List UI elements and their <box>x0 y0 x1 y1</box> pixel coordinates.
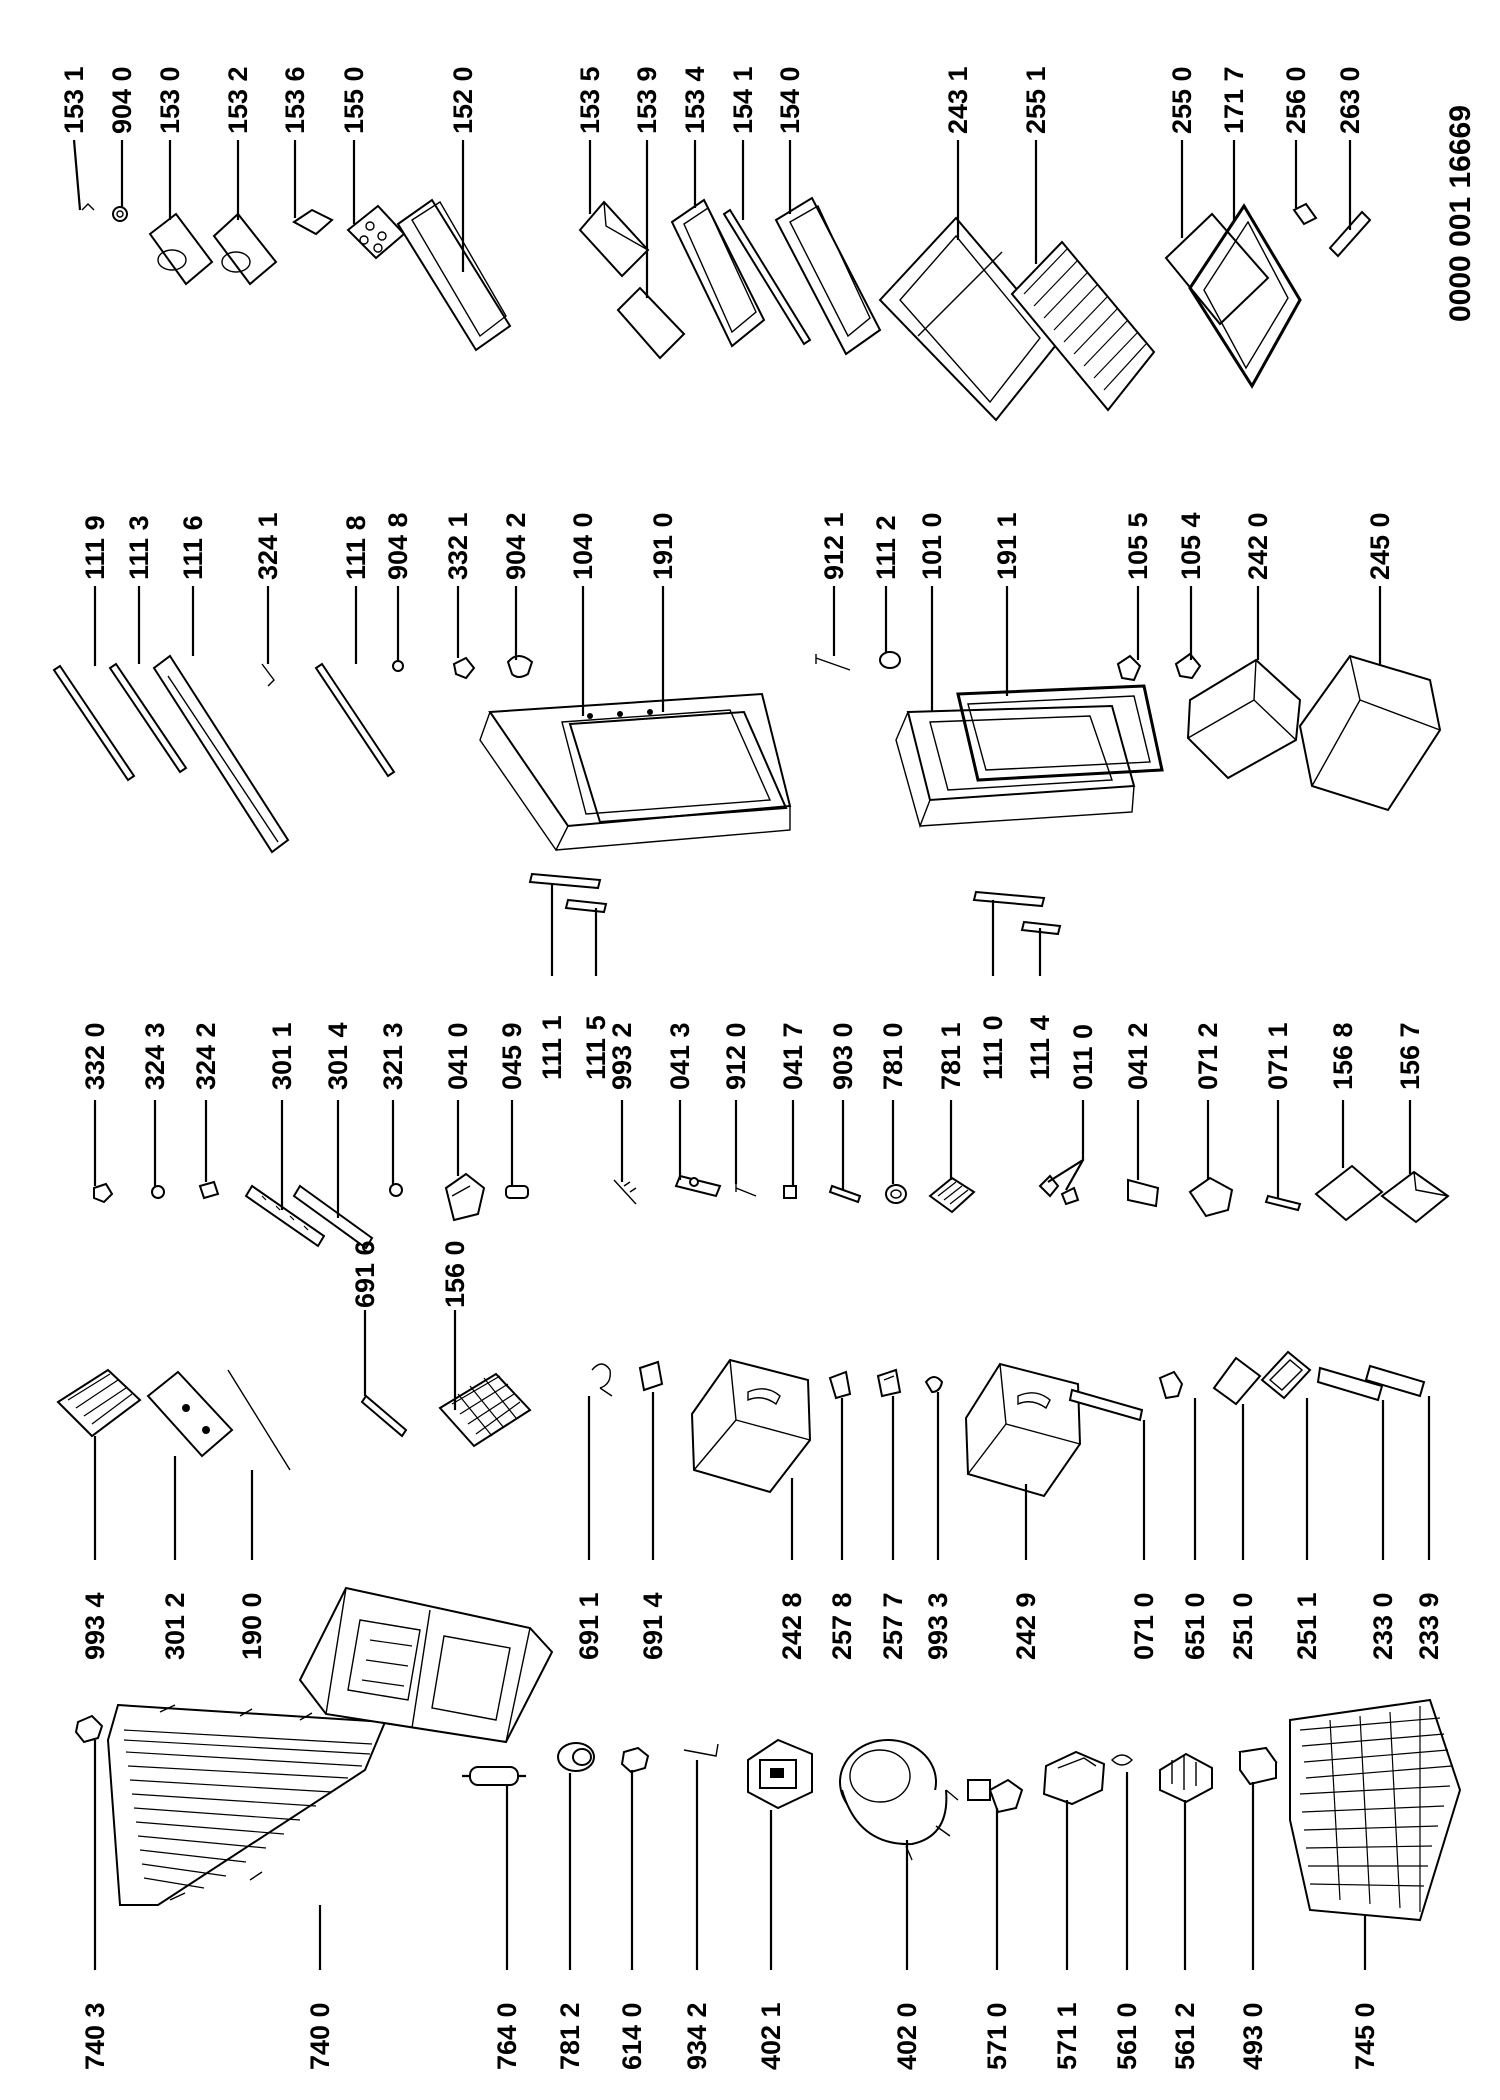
callout-071-2: 071 2 <box>1193 1022 1223 1090</box>
callout-904-2: 904 2 <box>501 512 531 580</box>
part-561-2-lamp-cover <box>1160 1754 1212 1802</box>
callout-045-9: 045 9 <box>497 1022 527 1090</box>
callout-242-9: 242 9 <box>1011 1592 1041 1660</box>
callout-191-1: 191 1 <box>992 512 1022 580</box>
callout-153-0: 153 0 <box>155 66 185 134</box>
callout-691-1: 691 1 <box>574 1592 604 1660</box>
callout-321-3: 321 3 <box>378 1022 408 1090</box>
callout-614-0: 614 0 <box>617 2002 647 2070</box>
part-740-0-condenser <box>108 1705 385 1905</box>
part-041-0-bracket <box>446 1174 484 1220</box>
callout-740-0: 740 0 <box>305 2002 335 2070</box>
callout-651-0: 651 0 <box>1180 1592 1210 1660</box>
callout-257-8: 257 8 <box>827 1592 857 1660</box>
part-571-1-housing <box>1044 1752 1104 1804</box>
callout-402-1: 402 1 <box>756 2002 786 2070</box>
part-324-3-knob <box>152 1186 164 1198</box>
callout-691-6: 691 6 <box>350 1240 380 1308</box>
callout-156-8: 156 8 <box>1328 1022 1358 1090</box>
callout-153-6: 153 6 <box>280 66 310 134</box>
callout-041-0: 041 0 <box>443 1022 473 1090</box>
part-324-1-clip <box>262 664 274 686</box>
part-301-4-panel <box>294 1186 372 1248</box>
callout-242-0: 242 0 <box>1243 512 1273 580</box>
part-104-0-door <box>480 694 790 850</box>
part-781-2-motor <box>558 1743 594 1771</box>
callout-190-0: 190 0 <box>237 1592 267 1660</box>
part-153-9-box <box>618 288 684 358</box>
part-912-0-screw <box>736 1184 756 1196</box>
part-571-0-thermostat <box>968 1780 1022 1812</box>
callout-155-0: 155 0 <box>339 66 369 134</box>
callout-152-0: 152 0 <box>448 66 478 134</box>
callout-301-4: 301 4 <box>323 1022 353 1090</box>
callout-324-2: 324 2 <box>191 1022 221 1090</box>
callout-324-1: 324 1 <box>253 512 283 580</box>
part-257-7-bracket <box>878 1370 900 1396</box>
part-256-0-clip <box>1294 204 1316 224</box>
part-156-8-tray <box>1316 1166 1382 1220</box>
callout-111-4: 111 4 <box>1025 1015 1055 1080</box>
part-155-0-egg-tray <box>348 206 404 258</box>
part-781-1-cover <box>930 1178 974 1212</box>
callout-912-0: 912 0 <box>721 1022 751 1090</box>
callout-493-0: 493 0 <box>1238 2002 1268 2070</box>
callout-301-1: 301 1 <box>267 1022 297 1090</box>
callout-153-9: 153 9 <box>632 66 662 134</box>
callout-111-6: 111 6 <box>178 515 208 580</box>
part-041-3-hinge <box>676 1176 720 1196</box>
callout-740-3: 740 3 <box>80 2002 110 2070</box>
part-045-9-pin <box>506 1186 528 1198</box>
callout-111-8: 111 8 <box>341 515 371 580</box>
part-614-0-valve <box>622 1748 648 1772</box>
callout-402-0: 402 0 <box>892 2002 922 2070</box>
callout-111-5: 111 5 <box>581 1015 611 1080</box>
part-152-0-door-shelf <box>398 200 510 350</box>
part-245-0-cover <box>1300 656 1440 810</box>
part-242-0-drawer <box>1188 660 1300 778</box>
part-153-0-egg-holder <box>150 214 212 284</box>
callout-332-0: 332 0 <box>80 1022 110 1090</box>
callout-153-1: 153 1 <box>59 66 89 134</box>
callout-993-3: 993 3 <box>923 1592 953 1660</box>
part-934-2-screw <box>684 1744 718 1756</box>
part-156-7-box <box>1382 1172 1448 1222</box>
callout-781-2: 781 2 <box>555 2002 585 2070</box>
part-251-1-flap-frame <box>1262 1352 1310 1398</box>
callout-251-0: 251 0 <box>1228 1592 1258 1660</box>
part-111-1-strip <box>530 874 600 888</box>
callout-257-7: 257 7 <box>878 1592 908 1660</box>
callout-111-3: 111 3 <box>124 515 154 580</box>
part-691-1-handle <box>592 1364 612 1396</box>
part-321-3-knob <box>390 1184 402 1196</box>
part-993-3-cap <box>926 1377 942 1392</box>
part-111-8-strip <box>316 664 394 776</box>
part-105-5-hinge <box>1118 656 1140 680</box>
part-101-0-door <box>896 706 1134 826</box>
part-691-4-handle <box>640 1362 662 1390</box>
callout-332-1: 332 1 <box>443 512 473 580</box>
callout-571-0: 571 0 <box>982 2002 1012 2070</box>
part-041-7-pad <box>784 1186 796 1198</box>
part-691-6-strip <box>362 1396 406 1436</box>
callout-154-0: 154 0 <box>775 66 805 134</box>
document-code: 0000 001 16669 <box>1444 105 1477 322</box>
part-993-4-tray <box>58 1370 140 1436</box>
callout-111-1: 111 1 <box>537 1015 567 1080</box>
part-071-0-rail <box>1070 1390 1142 1420</box>
part-740-3-clip <box>76 1716 102 1742</box>
callout-301-2: 301 2 <box>160 1592 190 1660</box>
part-153-2-egg-holder <box>214 214 276 284</box>
part-651-0-switch <box>1160 1372 1182 1398</box>
part-745-0-evaporator-grid <box>1290 1700 1460 1920</box>
part-324-2-plate <box>200 1182 218 1198</box>
callout-934-2: 934 2 <box>682 2002 712 2070</box>
callout-111-2: 111 2 <box>871 515 901 580</box>
callout-011-0: 011 0 <box>1068 1023 1098 1090</box>
callout-041-2: 041 2 <box>1123 1022 1153 1090</box>
callout-154-1: 154 1 <box>728 66 758 134</box>
callout-071-0: 071 0 <box>1129 1592 1159 1660</box>
part-781-0-lamp <box>886 1185 906 1203</box>
part-903-0-strip <box>830 1186 860 1202</box>
callout-781-0: 781 0 <box>878 1022 908 1090</box>
part-904-8-plug <box>393 661 403 671</box>
callout-233-0: 233 0 <box>1368 1592 1398 1660</box>
callout-255-0: 255 0 <box>1167 66 1197 134</box>
callout-764-0: 764 0 <box>492 2002 522 2070</box>
part-071-2-rail-clip <box>1190 1178 1232 1216</box>
callout-105-4: 105 4 <box>1176 512 1206 580</box>
callout-101-0: 101 0 <box>917 512 947 580</box>
callout-071-1: 071 1 <box>1263 1022 1293 1090</box>
callout-561-0: 561 0 <box>1112 2002 1142 2070</box>
callout-153-2: 153 2 <box>223 66 253 134</box>
callout-153-5: 153 5 <box>575 66 605 134</box>
callout-191-0: 191 0 <box>648 512 678 580</box>
part-153-4-shelf <box>672 200 764 346</box>
callout-912-1: 912 1 <box>819 512 849 580</box>
callout-904-0: 904 0 <box>107 66 137 134</box>
part-332-0-knob <box>94 1184 112 1202</box>
part-904-0-plug <box>113 207 127 221</box>
part-493-0-switch <box>1240 1748 1276 1784</box>
part-561-0-knob <box>1112 1755 1132 1765</box>
part-912-1-screw <box>816 654 850 670</box>
callout-324-3: 324 3 <box>140 1022 170 1090</box>
part-153-1-clip <box>82 204 94 210</box>
callout-041-7: 041 7 <box>778 1022 808 1090</box>
callout-156-0: 156 0 <box>440 1240 470 1308</box>
part-190-0-rod <box>228 1370 290 1470</box>
callout-156-7: 156 7 <box>1395 1022 1425 1090</box>
callout-745-0: 745 0 <box>1350 2002 1380 2070</box>
callout-111-0: 111 0 <box>978 1015 1008 1080</box>
part-156-0-ice-tray <box>440 1374 530 1446</box>
part-153-6-clip <box>294 210 332 234</box>
part-993-2-wire <box>614 1180 636 1204</box>
part-071-1-rail <box>1266 1196 1300 1210</box>
callout-245-0: 245 0 <box>1365 512 1395 580</box>
callout-111-9: 111 9 <box>80 515 110 580</box>
part-154-0-shelf <box>776 198 880 354</box>
callout-993-2: 993 2 <box>607 1022 637 1090</box>
part-402-1-relay <box>748 1740 812 1808</box>
callout-561-2: 561 2 <box>1170 2002 1200 2070</box>
part-041-2-hinge <box>1128 1180 1158 1206</box>
callout-571-1: 571 1 <box>1052 2002 1082 2070</box>
callout-781-1: 781 1 <box>936 1022 966 1090</box>
part-301-2-plate <box>148 1372 232 1456</box>
part-332-1-knob <box>454 658 474 678</box>
callout-171-7: 171 7 <box>1219 66 1249 134</box>
part-111-2-plug <box>880 652 900 668</box>
callout-255-1: 255 1 <box>1021 66 1051 134</box>
part-764-0-filter <box>462 1767 526 1785</box>
callout-251-1: 251 1 <box>1292 1592 1322 1660</box>
part-402-0-compressor <box>840 1740 958 1860</box>
part-242-9-crisper <box>966 1364 1080 1496</box>
part-251-0-flap <box>1214 1358 1260 1404</box>
part-257-8-bracket <box>830 1372 850 1398</box>
callout-903-0: 903 0 <box>828 1022 858 1090</box>
callout-104-0: 104 0 <box>568 512 598 580</box>
part-111-5-strip <box>566 900 606 912</box>
callout-243-1: 243 1 <box>943 66 973 134</box>
part-111-0-strip <box>974 892 1044 906</box>
callout-993-4: 993 4 <box>80 1592 110 1660</box>
callout-263-0: 263 0 <box>1335 66 1365 134</box>
callout-904-8: 904 8 <box>383 512 413 580</box>
callout-256-0: 256 0 <box>1281 66 1311 134</box>
callout-041-3: 041 3 <box>665 1022 695 1090</box>
callout-691-4: 691 4 <box>638 1592 668 1660</box>
parts-drawings <box>54 198 1460 1920</box>
part-904-2-cap <box>508 656 532 677</box>
callout-233-9: 233 9 <box>1414 1592 1444 1660</box>
part-105-4-hinge <box>1176 654 1200 678</box>
part-242-8-crisper <box>692 1360 810 1492</box>
callout-153-4: 153 4 <box>680 66 710 134</box>
callout-105-5: 105 5 <box>1123 512 1153 580</box>
callout-242-8: 242 8 <box>777 1592 807 1660</box>
